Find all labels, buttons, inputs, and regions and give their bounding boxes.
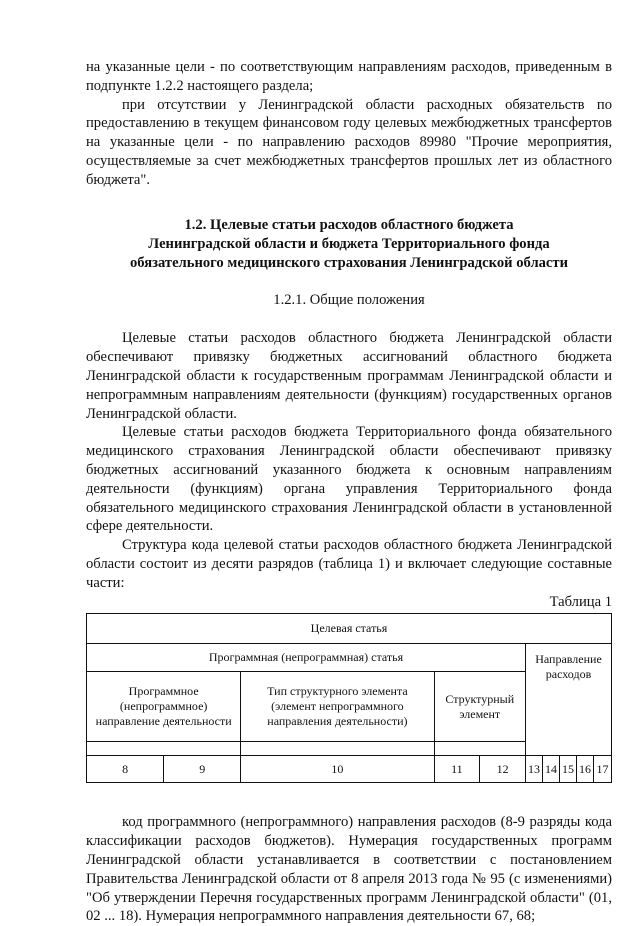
table-header-target-article: Целевая статья bbox=[87, 614, 612, 644]
table-digit-cell: 16 bbox=[577, 756, 594, 783]
table-spacer-cell bbox=[241, 742, 434, 756]
table-digit-cell: 9 bbox=[164, 756, 241, 783]
table-digit-cell: 15 bbox=[560, 756, 577, 783]
paragraph-tfoms-budget: Целевые статьи расходов бюджета Территориального фонда обязательного медицинского страхования Ленинградской области обеспечивают привязку бюджетных ассигнований указанного бюджета к основным направлениям деятельности (функциям) органа управления Территориального фонда обязательного медицинского страхования Ленинградской области в установленной сфере деятельности. bbox=[86, 424, 612, 535]
subsection-heading: 1.2.1. Общие положения bbox=[273, 291, 425, 308]
table-header-program-article: Программная (непрограммная) статья bbox=[87, 644, 526, 672]
section-heading-line: 1.2. Целевые статьи расходов областного бюджета bbox=[184, 216, 514, 233]
section-heading bbox=[86, 216, 612, 273]
table-digit-cell: 8 bbox=[87, 756, 164, 783]
table-digit-cell: 12 bbox=[480, 756, 526, 783]
table-digit-cell: 13 bbox=[526, 756, 543, 783]
table-header-element-type: Тип структурного элемента (элемент непрограммного направления деятельности) bbox=[241, 672, 434, 742]
paragraph-program-code: код программного (непрограммного) направления расходов (8-9 разряды кода классификации расходов бюджетов). Нумерация государственных программ Ленинградской области устанавливается в соответствии с постановлением Правительства Ленинградской области от 8 апреля 2013 года № 95 (с изменениями) "Об утверждении Перечня государственных программ Ленинградской области" (01, 02 ... 18). Нумерация непрограммного направления деятельности 67, 68; bbox=[86, 814, 612, 925]
section-heading-line: Ленинградской области и бюджета Территориального фонда bbox=[148, 235, 550, 252]
section-heading-line: обязательного медицинского страхования Ленинградской области bbox=[130, 254, 568, 271]
table-spacer-cell bbox=[434, 742, 526, 756]
paragraph-regional-budget: Целевые статьи расходов областного бюджета Ленинградской области обеспечивают привязку бюджетных ассигнований областного бюджета Ленинградской области к государственным программам Ленинградской области и непрограммным направлениям деятельности (функциям) государственных органов Ленинградской области. bbox=[86, 330, 612, 422]
table-header-structural-element: Структурный элемент bbox=[434, 672, 526, 742]
table-header-program-direction: Программное (непрограммное) направление деятельности bbox=[87, 672, 241, 742]
paragraph-no-obligations: при отсутствии у Ленинградской области расходных обязательств по предоставлению в текущем финансовом году целевых межбюджетных трансфертов на указанные цели - по направлению расходов 89980 "Прочие мероприятия, осуществляемые за счет межбюджетных трансфертов прошлых лет из областного бюджета". bbox=[86, 96, 612, 188]
table-digit-cell: 10 bbox=[241, 756, 434, 783]
paragraph-continuation: на указанные цели - по соответствующим направлениям расходов, приведенным в подпункте 1.2.2 настоящего раздела; bbox=[86, 59, 612, 94]
table-header-direction: Направление расходов bbox=[526, 644, 612, 756]
target-article-table bbox=[86, 613, 612, 783]
paragraph-code-structure: Структура кода целевой статьи расходов областного бюджета Ленинградской области состоит из десяти разрядов (таблица 1) и включает следующие составные части: bbox=[86, 537, 612, 591]
table-digit-cell: 17 bbox=[594, 756, 612, 783]
table-caption: Таблица 1 bbox=[549, 593, 612, 610]
table-digit-cell: 11 bbox=[434, 756, 480, 783]
table-spacer-cell bbox=[87, 742, 241, 756]
table-digit-cell: 14 bbox=[543, 756, 560, 783]
